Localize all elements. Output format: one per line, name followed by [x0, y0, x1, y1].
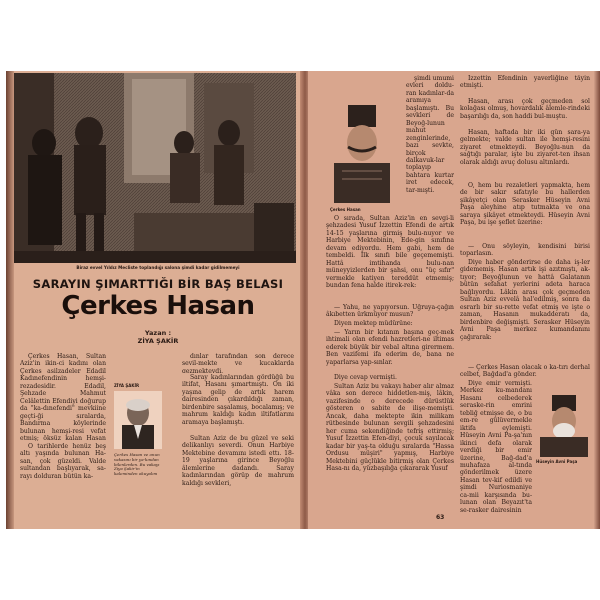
- paragraph: Hasan, haftada bir iki gün sara-ya gelmekte; valde sultan ile hemşi-resini ziyaret etmekteydi. Beyoğlu-nun da sağtığı paralar, işte bu ziyaret-ten ihsan olarak aldığı avuç dolusu altınlardı.: [460, 129, 590, 166]
- byline-name: ZİYA ŞAKİR: [137, 337, 179, 345]
- avni-engraving: [534, 391, 594, 457]
- engraving-illustration: [14, 73, 296, 263]
- right-column-2h: [460, 380, 532, 523]
- byline-label: Yazan :: [144, 329, 172, 337]
- paragraph: İzzettin Efendinin yaverliğine tâyin etmişti.: [460, 75, 590, 90]
- page-edge-right: [594, 71, 600, 529]
- paragraph: — Yahu, ne yapıyorsun. Uğruya-çağın âkıbetten ürkmüyor musun?: [326, 304, 454, 319]
- paragraph: Çerkes Hasan, Sultan Aziz'in ikin-ci kadını olan Çerkes asilzadeler Edadil Kadınefendinin hemşi-rezadesidir. Edadil, Şehzade Mahmut Celâlettin Efendiyi doğurup da "ka-dınefendi" mevkiine geçti-ği sıralarda, Bandırma köylerinde bulunan hemşi-resi vefat etmiş; öksüz kalan Hasan: [20, 353, 106, 441]
- right-column-1b: [326, 215, 454, 303]
- paragraph: Diyen mektep müdürüne:: [334, 320, 413, 327]
- paragraph: şimdi umumi evleri doldu-ran kadınlar-da aramıya başlamıştı. Bu sevkleri de Beyoğ-lunun mahut zenginlerinde, bazı sevkte, birçok dalkavuk-lar toplayıp bahtara kurtar iret edecek, tar-mışti.: [406, 75, 454, 194]
- paragraph: Saray kadınlarından gördüğü bu iltifat, Hasanı şımartmıştı. On iki yaşına gelip de artık harem dairesinden çıkardıldığı zaman, birdenbire saşalamış, bocalamış; ve mahrum kaldığı kadın iltifatlarını aramaya başlamıştı.: [182, 374, 294, 426]
- article-title: Çerkes Hasan: [61, 291, 255, 321]
- paragraph: Diye cevap vermişti.: [334, 374, 397, 381]
- left-column-2c: [182, 435, 294, 523]
- page-number: 63: [436, 514, 445, 521]
- paragraph: Diye haber gönderirse de daha iş-ler gidememiş. Hasan artık işi azıtmıştı, aktıyor; Beyoğlunun ve hattâ Galatanın bütün sefahat yerlerini adeta haraca bağlıyordu. Lâkin arası çok geçmeden Sultan Aziz evvelâ hal'edilmiş, sonra da esrarlı bir su-rette vefat etmiş ve işte o zaman, Hasanın mukadderatı da, birdenbire değişmişti. Serasker Hüseyin Avni Paşa merkez kumandanını çağırarak:: [460, 259, 590, 341]
- paragraph: — Yarın bir kıtanın başına geç-mek ihtimali olan efendi hazretleri-ne iltimas ederek büyük bir vebal altına girermem. Ben vazifemi ifa ederim de, bana ne yaparlarsa yap-sınlar.: [326, 329, 454, 366]
- right-column-1e: [326, 329, 454, 373]
- right-column-2g: [460, 364, 590, 379]
- left-page: [6, 71, 302, 529]
- paragraph: — Onu söyleyin, kendisini birisi toparlasın.: [460, 243, 590, 258]
- right-column-2b: [460, 98, 590, 128]
- paragraph: Sultan Aziz bu vakayı haber alır almaz vâka son derece hiddetlen-miş, lâkin, vazifesinde o derecede dürüstlük gösteren o sabite de ilişe-memişti. Ancak, daha mektepte ikin milikam rütbesinde bulunan sevgili şehzadesini her cuma sekendiğinde tefriş ettirmiş; Yusuf İzzettin Efen-diyi, çocuk sayılacak kadar bir yaş-ta olduğu sıralarda "Hassa Ordusu müşiri" yapmış, Harbiye Mektebini güçlükle bitirmiş olan Çerkes Hasa-nı da, yüzbaşılığa çıkararak Yusuf: [326, 383, 454, 472]
- engraving-scene: [14, 73, 296, 263]
- paragraph: O, hem bu rezaletleri yapmakta, hem de bir sakır sıfatıyle bu hallerden şikâyetçi olan Serasker Hüseyin Avni Paşa aleyhine atıp tutmakta ve ona saraya şikâyet etmekteydi. Hüseyin Avni Paşa, bu işe şeflet üzerine:: [460, 182, 590, 227]
- left-column-1b: [20, 443, 106, 523]
- avni-pasa-portrait: [534, 391, 594, 457]
- right-column-2a: [460, 75, 590, 97]
- right-column-2d: [460, 182, 590, 242]
- left-column-2a: [182, 353, 294, 373]
- author-caption: Çerkes Hasan ve onun vakasını bir ya-kından bilenlerden. Bu vakayı Ziya Şakir'in kaleminden okuyalım: [114, 453, 160, 477]
- paragraph: Sultan Aziz de bu güzel ve seki delikanlıyı severdi. Onun Harbiye Mektebine devamını istedi ettı. 18-19 yaşlarına girince Beyoğlu âlemlerine dadandı. Saray kadınlarından görüp de mahrum kaldığı sevkleri,: [182, 435, 294, 487]
- paragraph: dınlar tarafından son derece sevil-mekte ve kucaklarda gezmekteydi.: [182, 353, 294, 373]
- page-edge-left: [6, 71, 14, 529]
- right-column-1f: [326, 374, 454, 382]
- paragraph: Diye emir vermişti. Merkez ku-mandanı Hasanı celbederek seraske-rin emrini tebliğ etmişse de, o bu em-re gülüvermekle iktifa eylemişti. Hüseyin Avni Pa-şa'nın ikinci defa olarak verdiği bir emir üzerine, Bağ-dad'a muhafaza al-tında gönderilmek üzere Hasan tev-kif edildi ve şimdi Nuriosmaniye ca-mii karşısında bu-lunan olan Beyazıt'ta se-rasker dairesinin: [460, 380, 532, 514]
- right-column-1g: [326, 383, 454, 523]
- hasan-portrait-label: Çerkes Hasan: [330, 207, 361, 212]
- left-column-1: [20, 353, 106, 441]
- right-column-1d: [326, 320, 454, 328]
- right-page: [308, 71, 600, 529]
- author-photo: [114, 391, 162, 449]
- magazine-spread: [6, 71, 600, 529]
- author-label: ZİYA ŞAKİR: [114, 383, 140, 388]
- cerkes-hasan-portrait: [324, 101, 400, 203]
- right-column-2c: [460, 129, 590, 181]
- article-headline: SARAYIN ŞIMARTTIĞI BİR BAŞ BELASI: [32, 277, 284, 291]
- illustration-caption: Biraz evvel Yıldız Mecliste toplandığı salona şimdi kadar gidilmemeyi: [76, 265, 240, 270]
- right-column-1a: [406, 75, 454, 209]
- paragraph: Hasan, arası çok geçmeden sol kolağası olmuş, hovardalık âlemle-rindeki başarılığı da, son haddi bul-muştu.: [460, 98, 590, 120]
- hasan-engraving: [324, 101, 400, 203]
- paragraph: O sırada, Sultan Aziz'in en sevgi-li şehzadesi Yusuf İzzettin Efendi de artık 14-15 yaşlarına girmiş bulu-nuyor ve Harbiye Mektebinin, Ede-gin sınıfına devam ediyordu. Hem gabi, hem de tembeldi. İlk sınıfı bile geçememişti. Hattâ imtihanda bulu-nan müneyyizlerden bir şahsi, onu "üç sıfır" vermekle katiyen tereddüt etmemiş; bundan fena halde itirek-rek:: [326, 215, 454, 290]
- right-column-1c: [326, 304, 454, 319]
- author-portrait: [114, 391, 162, 449]
- avni-portrait-label: Hüseyin Avni Paşa: [536, 459, 578, 464]
- right-column-2e: [460, 243, 590, 258]
- paragraph: O tarihlerde henüz beş altı yaşında bulunan Ha-san, çok güzeldi. Valde sultandan başlıyarak, sa-rayı dolduran bütün ka-: [20, 443, 106, 480]
- left-column-2b: [182, 374, 294, 434]
- right-column-2f: [460, 259, 590, 363]
- paragraph: — Çerkes Hasan olacak o ka-tırı derhal celbet, Bağdad'a gönder.: [460, 364, 590, 379]
